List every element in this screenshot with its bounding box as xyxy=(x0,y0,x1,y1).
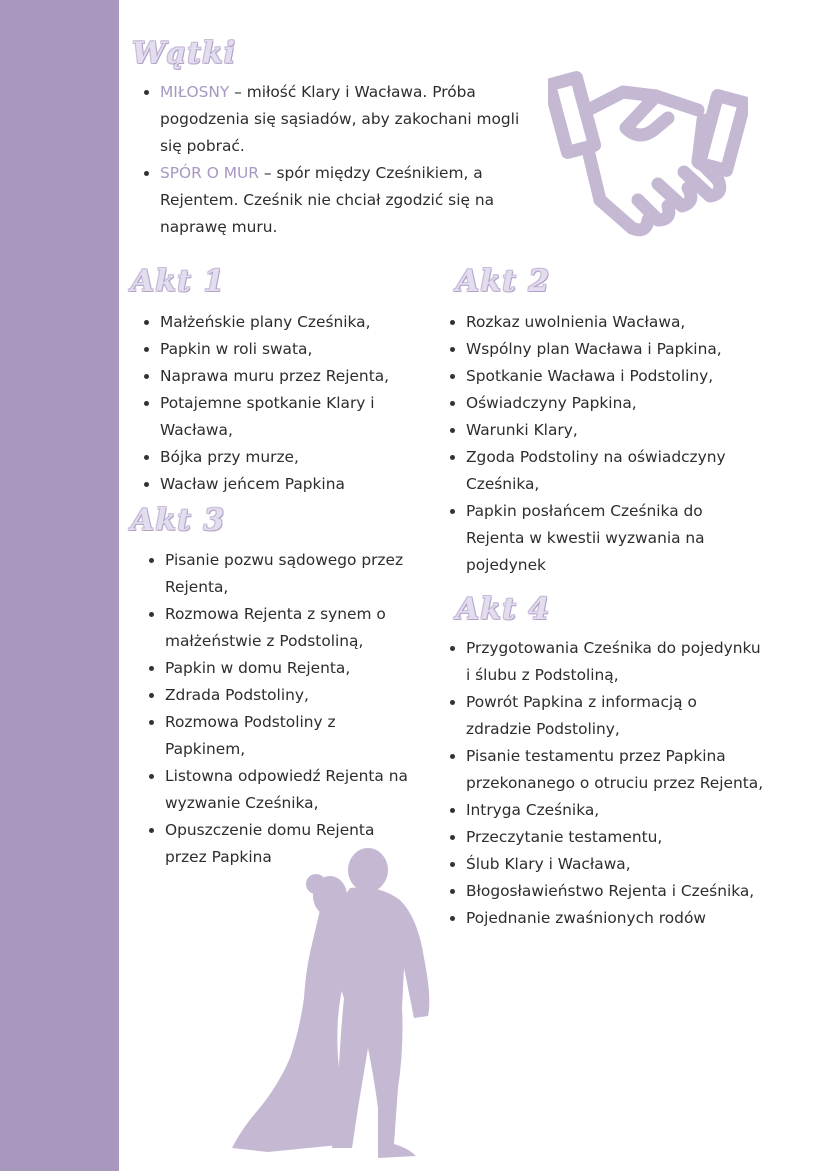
thread-text: – spór między Cześnikiem, a Rejentem. Cześnik nie chciał zgodzić się na naprawę muru. xyxy=(160,164,495,236)
list-item: Pisanie pozwu sądowego przez Rejenta, xyxy=(143,547,413,601)
list-item: Oświadczyny Papkina, xyxy=(444,390,764,417)
list-item: Pisanie testamentu przez Papkina przekonanego o otruciu przez Rejenta, xyxy=(444,743,764,797)
list-item: Intryga Cześnika, xyxy=(444,797,764,824)
list-item: Listowna odpowiedź Rejenta na wyzwanie Cześnika, xyxy=(143,763,413,817)
list-item: Rozmowa Podstoliny z Papkinem, xyxy=(143,709,413,763)
list-item: Spotkanie Wacława i Podstoliny, xyxy=(444,363,764,390)
list-item: Zgoda Podstoliny na oświadczyny Cześnika, xyxy=(444,444,764,498)
handshake-icon xyxy=(548,70,748,242)
list-item: Przygotowania Cześnika do pojedynku i ślubu z Podstoliną, xyxy=(444,635,764,689)
thread-label-spor: SPÓR O MUR xyxy=(160,164,259,182)
list-item: Papkin w roli swata, xyxy=(138,336,422,363)
akt4-list xyxy=(444,635,764,932)
list-item: Pojednanie zwaśnionych rodów xyxy=(444,905,764,932)
watki-list xyxy=(138,79,538,241)
list-item: Ślub Klary i Wacława, xyxy=(444,851,764,878)
akt1-list xyxy=(138,309,422,498)
heading-akt2: Akt 2 xyxy=(456,264,551,299)
list-item: Naprawa muru przez Rejenta, xyxy=(138,363,422,390)
list-item: Powrót Papkina z informacją o zdradzie Podstoliny, xyxy=(444,689,764,743)
list-item: Papkin w domu Rejenta, xyxy=(143,655,413,682)
thread-text: – miłość Klary i Wacława. Próba pogodzenia się sąsiadów, aby zakochani mogli się pobrać. xyxy=(160,83,520,155)
heading-akt1: Akt 1 xyxy=(131,264,226,299)
couple-silhouette xyxy=(228,848,442,1160)
thread-label-milosny: MIŁOSNY xyxy=(160,83,230,101)
list-item: Rozkaz uwolnienia Wacława, xyxy=(444,309,764,336)
list-item: Rozmowa Rejenta z synem o małżeństwie z Podstoliną, xyxy=(143,601,413,655)
list-item: Błogosławieństwo Rejenta i Cześnika, xyxy=(444,878,764,905)
list-item: Opuszczenie domu Rejenta przez Papkina xyxy=(143,817,413,871)
heading-akt4: Akt 4 xyxy=(456,592,551,627)
list-item: Warunki Klary, xyxy=(444,417,764,444)
list-item xyxy=(138,79,538,160)
list-item xyxy=(138,160,538,241)
akt2-list xyxy=(444,309,764,579)
list-item: Małżeńskie plany Cześnika, xyxy=(138,309,422,336)
list-item: Potajemne spotkanie Klary i Wacława, xyxy=(138,390,422,444)
sidebar-stripe xyxy=(0,0,119,1171)
akt3-list xyxy=(143,547,413,871)
list-item: Przeczytanie testamentu, xyxy=(444,824,764,851)
list-item: Papkin posłańcem Cześnika do Rejenta w kwestii wyzwania na pojedynek xyxy=(444,498,764,579)
list-item: Wspólny plan Wacława i Papkina, xyxy=(444,336,764,363)
list-item: Zdrada Podstoliny, xyxy=(143,682,413,709)
heading-akt3: Akt 3 xyxy=(131,503,226,538)
list-item: Bójka przy murze, xyxy=(138,444,422,471)
list-item: Wacław jeńcem Papkina xyxy=(138,471,422,498)
heading-watki: Wątki xyxy=(132,36,237,71)
